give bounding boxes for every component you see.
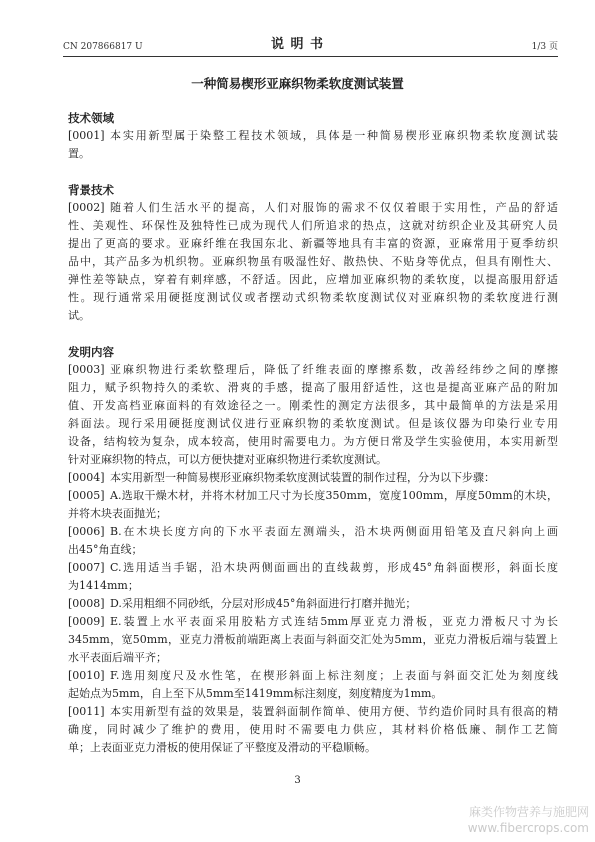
paragraph-number: [0007] [68, 561, 105, 574]
paragraph [68, 361, 558, 469]
paragraph [68, 703, 558, 757]
paragraph-line: 弹性差等缺点，穿着有刺痒感，不舒适。因此，应增加亚麻织物的柔软度，以提高服用舒适 [68, 273, 558, 286]
paragraph-number: [0001] [68, 129, 105, 142]
paragraph [68, 469, 558, 487]
paragraph-number: [0009] [68, 615, 105, 628]
paragraph [68, 559, 558, 595]
paragraph-number: [0011] [68, 705, 105, 718]
paragraph-line: 性、美观性、环保性及独特性已成为现代人们所追求的热点，这就对纺织企业及其研究人员 [68, 219, 558, 232]
paragraph-line: 针对亚麻织物的特点，可以方便快捷对亚麻织物进行柔软度测试。 [68, 453, 387, 466]
paragraph-line: D.采用粗细不同砂纸，分层对形成45°角斜面进行打磨并抛光； [110, 597, 417, 610]
section-heading: 背景技术 [68, 183, 114, 197]
watermark-site-name: 麻类作物营养与施肥网 [468, 805, 589, 819]
paragraph-line: 性。现行通常采用硬挺度测试仪或者摆动式织物柔软度测试仪对亚麻织物的柔软度进行测 [68, 291, 558, 304]
paragraph [68, 523, 558, 559]
paragraph-line: 提出了更高的要求。亚麻纤维在我国东北、新疆等地具有丰富的资源，亚麻常用于夏季纺织 [68, 237, 558, 250]
section [68, 109, 558, 163]
paragraph [68, 595, 558, 613]
paragraph-line: 并将木块表面抛光； [68, 507, 167, 520]
paragraph-line: C.选用适当手锯，沿木块两侧面画出的直线裁剪，形成45°角斜面楔形，斜面长度 [110, 561, 558, 574]
section [68, 343, 558, 757]
paragraph-line: 斜面法。现行采用硬挺度测试仪进行亚麻织物的柔软度测试。但是该仪器为印染行业专用 [68, 417, 558, 430]
paragraph-line: 品中，其产品多为机织物。亚麻织物虽有吸湿性好、散热快、不贴身等优点，但具有刚性大、 [68, 255, 558, 268]
paragraph-line: 设备，结构较为复杂，成本较高，使用时需要电力。为方便日常及学生实验使用，本实用新型 [68, 435, 558, 448]
document-type-heading: 说 明 书 [270, 37, 325, 52]
paragraph-number: [0006] [68, 525, 105, 538]
page-count: 1/3 页 [531, 42, 558, 52]
paragraph-line: A.选取干燥木材，并将木材加工尺寸为长度350mm，宽度100mm，厚度50mm的木块， [110, 489, 558, 502]
paragraph-line: 阻力，赋予织物持久的柔软、滑爽的手感，提高了服用舒适性，这也是提高亚麻产品的附加 [68, 381, 558, 394]
paragraph-number: [0002] [68, 201, 105, 214]
header-divider [63, 56, 558, 57]
body-text [68, 109, 558, 757]
paragraph-line: 本实用新型有益的效果是，装置斜面制作简单、使用方便、节约造价同时具有很高的精 [110, 705, 558, 718]
paragraph-number: [0004] [68, 471, 105, 484]
paragraph-number: [0005] [68, 489, 105, 502]
paragraph-number: [0008] [68, 597, 105, 610]
document-number: CN 207866817 U [63, 42, 143, 52]
watermark-url: www.fibercrops.com [467, 821, 589, 835]
paragraph-line: 试。 [68, 309, 90, 322]
paragraph-line: 值、开发高档亚麻面料的有效途径之一。刚柔性的测定方法很多，其中最简单的方法是采用 [68, 399, 558, 412]
paragraph-line: 随着人们生活水平的提高，人们对服饰的需求不仅仅着眼于实用性，产品的舒适 [110, 201, 558, 214]
paragraph-line: B.在木块长度方向的下水平表面左测端头，沿木块两侧面用铅笔及直尺斜向上画 [110, 525, 558, 538]
paragraph [68, 487, 558, 523]
section [68, 181, 558, 325]
paragraph-line: 本实用新型属于染整工程技术领域，具体是一种简易楔形亚麻织物柔软度测试装 [110, 129, 558, 142]
paragraph-line: 345mm，宽50mm，亚克力滑板前端距离上表面与斜面交汇处为5mm，亚克力滑板后端与装置上 [68, 633, 558, 646]
section-heading: 发明内容 [68, 345, 114, 359]
paragraph-line: 亚麻织物进行柔软整理后，降低了纤维表面的摩擦系数，改善经纬纱之间的摩擦 [110, 363, 558, 376]
paragraph-line: 本实用新型一种简易楔形亚麻织物柔软度测试装置的制作过程，分为以下步骤： [110, 471, 495, 484]
paragraph [68, 127, 558, 163]
paragraph-line: 为1414mm； [68, 579, 139, 592]
paragraph-line: 起始点为5mm，自上至下从5mm至1419mm标注刻度，刻度精度为1mm。 [68, 687, 443, 700]
paragraph-line: F.选用刻度尺及水性笔，在楔形斜面上标注刻度；上表面与斜面交汇处为刻度线 [110, 669, 558, 682]
paragraph-number: [0010] [68, 669, 105, 682]
section-heading: 技术领域 [68, 111, 114, 125]
paragraph-line: 出45°角直线； [68, 543, 143, 556]
paragraph-line: 确度，同时减少了维护的费用，使用时不需要电力供应，其材料价格低廉、制作工艺简 [68, 723, 558, 736]
paragraph-line: 单；上表面亚克力滑板的使用保证了平整度及滑动的平稳顺畅。 [68, 741, 376, 754]
paragraph-line: E.装置上水平表面采用胶粘方式连结5mm厚亚克力滑板，亚克力滑板尺寸为长 [110, 615, 558, 628]
document-title: 一种简易楔形亚麻织物柔软度测试装置 [191, 76, 404, 91]
paragraph [68, 667, 558, 703]
page-number: 3 [294, 775, 301, 786]
watermark [468, 804, 589, 836]
paragraph [68, 199, 558, 325]
paragraph-number: [0003] [68, 363, 105, 376]
paragraph-line: 水平表面后端平齐； [68, 651, 167, 664]
paragraph-line: 置。 [68, 147, 90, 160]
paragraph [68, 613, 558, 667]
